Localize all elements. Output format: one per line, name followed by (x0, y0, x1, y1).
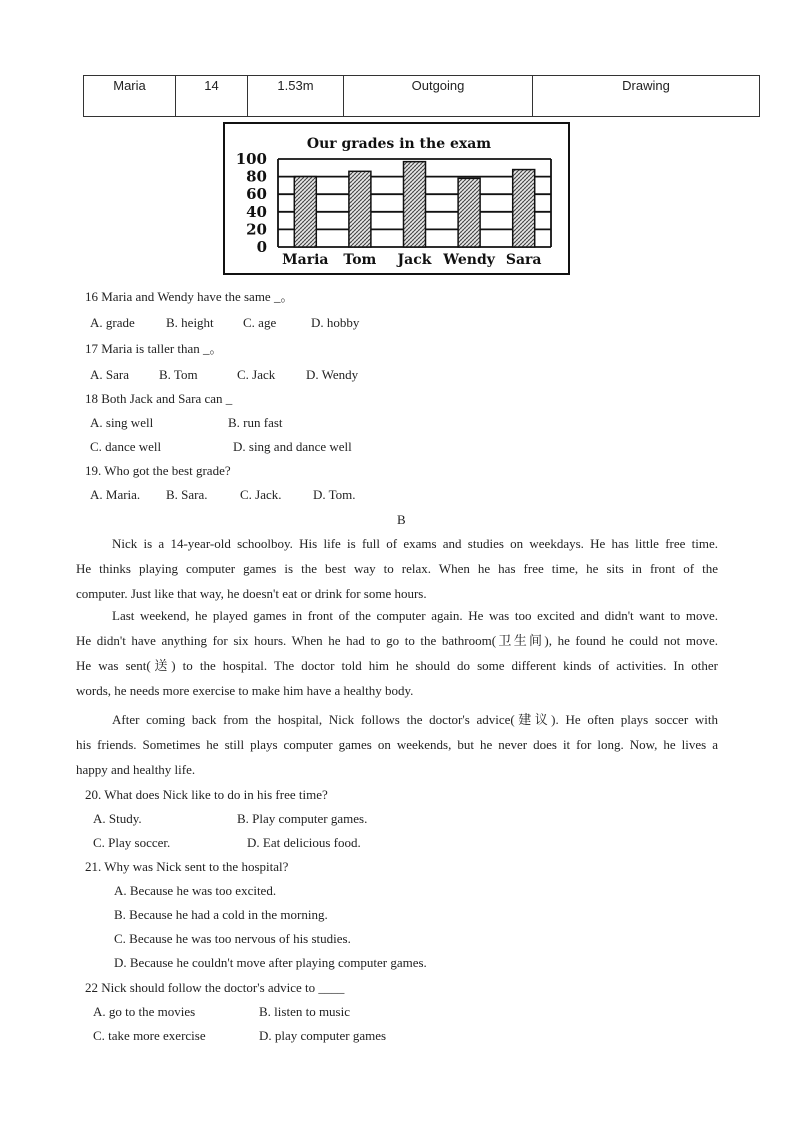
passage-line: happy and healthy life. (76, 762, 196, 777)
q20-option-a[interactable]: A. Study. (93, 811, 142, 826)
q17-option-c[interactable]: C. Jack (237, 367, 276, 382)
q17-option-d[interactable]: D. Wendy (306, 367, 359, 382)
question-19: 19. Who got the best grade? (85, 463, 231, 478)
passage-line: his friends. Sometimes he still plays computer games on weekends, but he never does it for long. Now, he lives a (76, 737, 718, 752)
q18-option-b[interactable]: B. run fast (228, 415, 283, 430)
passage-paragraph-1 (76, 531, 718, 606)
chart-x-label-jack: Jack (397, 252, 432, 268)
passage-line: After coming back from the hospital, Nick follows the doctor's advice(建议). He often plays soccer with (112, 712, 718, 727)
chart-y-tick-label: 20 (246, 220, 267, 239)
chart-y-tick-label: 100 (235, 150, 267, 168)
chart-title: Our grades in the exam (306, 136, 492, 152)
chart-x-axis (282, 252, 541, 268)
table-cell-age: 14 (176, 76, 248, 117)
q18-option-d[interactable]: D. sing and dance well (233, 439, 352, 454)
chart-x-label-maria: Maria (282, 252, 329, 268)
passage-paragraph-2 (76, 603, 718, 703)
q16-option-b[interactable]: B. height (166, 315, 214, 330)
info-table (83, 75, 760, 117)
q20-option-b[interactable]: B. Play computer games. (237, 811, 368, 826)
question-22: 22 Nick should follow the doctor's advice to ____ (85, 980, 345, 995)
question-21: 21. Why was Nick sent to the hospital? (85, 859, 289, 874)
chart-bar-jack (404, 162, 426, 247)
q22-option-b[interactable]: B. listen to music (259, 1004, 350, 1019)
passage-line: Last weekend, he played games in front of the computer again. He was too excited and didn't want to move. (112, 608, 718, 623)
q20-option-c[interactable]: C. Play soccer. (93, 835, 171, 850)
passage-paragraph-3 (76, 707, 718, 782)
table-row (84, 76, 760, 117)
passage-line: He didn't have anything for six hours. When he had to go to the bathroom(卫生间), he found he could not move. (76, 633, 718, 648)
passage-line: He thinks playing computer games is the best way to relax. When he has free time, he sits in front of the (76, 561, 718, 576)
question-18: 18 Both Jack and Sara can _ (85, 391, 233, 406)
passage-line: Nick is a 14-year-old schoolboy. His life is full of exams and studies on weekdays. He has little free time. (112, 536, 718, 551)
table-cell-personality: Outgoing (344, 76, 533, 117)
chart-y-tick-label: 40 (246, 202, 267, 221)
q17-option-a[interactable]: A. Sara (90, 367, 129, 382)
q19-option-d[interactable]: D. Tom. (313, 487, 356, 502)
passage-line: computer. Just like that way, he doesn't eat or drink for some hours. (76, 586, 427, 601)
table-cell-name: Maria (84, 76, 176, 117)
question-20: 20. What does Nick like to do in his free time? (85, 787, 328, 802)
chart-y-axis (236, 150, 267, 256)
chart-x-label-sara: Sara (505, 252, 542, 268)
q21-option-a[interactable]: A. Because he was too excited. (114, 883, 277, 898)
chart-bar-maria (294, 177, 316, 247)
question-16: 16 Maria and Wendy have the same _。 (85, 289, 294, 304)
chart-y-tick-label: 60 (246, 185, 267, 204)
chart-y-tick-label: 80 (246, 167, 267, 186)
q21-option-b[interactable]: B. Because he had a cold in the morning. (114, 907, 328, 922)
q16-option-d[interactable]: D. hobby (311, 315, 360, 330)
table-cell-hobby: Drawing (533, 76, 760, 117)
chart-bars (294, 162, 534, 247)
chart-bar-wendy (458, 178, 480, 247)
q19-option-b[interactable]: B. Sara. (166, 487, 208, 502)
chart-x-label-tom: Tom (343, 252, 377, 268)
q19-option-c[interactable]: C. Jack. (240, 487, 282, 502)
q20-option-d[interactable]: D. Eat delicious food. (247, 835, 361, 850)
grades-chart (223, 122, 570, 275)
q18-option-a[interactable]: A. sing well (90, 415, 154, 430)
q21-option-d[interactable]: D. Because he couldn't move after playing computer games. (114, 955, 427, 970)
chart-y-tick-label: 0 (256, 238, 267, 256)
question-17: 17 Maria is taller than _。 (85, 341, 223, 356)
q18-option-c[interactable]: C. dance well (90, 439, 162, 454)
q21-option-c[interactable]: C. Because he was too nervous of his studies. (114, 931, 351, 946)
q16-option-a[interactable]: A. grade (90, 315, 135, 330)
q22-option-d[interactable]: D. play computer games (259, 1028, 387, 1043)
q16-option-c[interactable]: C. age (243, 315, 277, 330)
q22-option-c[interactable]: C. take more exercise (93, 1028, 206, 1043)
grades-chart-svg (225, 124, 568, 273)
q17-option-b[interactable]: B. Tom (159, 367, 198, 382)
passage-line: words, he needs more exercise to make him have a healthy body. (76, 683, 414, 698)
chart-x-label-wendy: Wendy (443, 252, 495, 268)
q19-option-a[interactable]: A. Maria. (90, 487, 141, 502)
table-cell-height: 1.53m (248, 76, 344, 117)
q22-option-a[interactable]: A. go to the movies (93, 1004, 196, 1019)
passage-line: He was sent(送) to the hospital. The doctor told him he should do some different kinds of activities. In other (76, 658, 718, 673)
chart-bar-tom (349, 171, 371, 247)
chart-bar-sara (513, 170, 535, 247)
section-b-heading: B (397, 512, 406, 527)
